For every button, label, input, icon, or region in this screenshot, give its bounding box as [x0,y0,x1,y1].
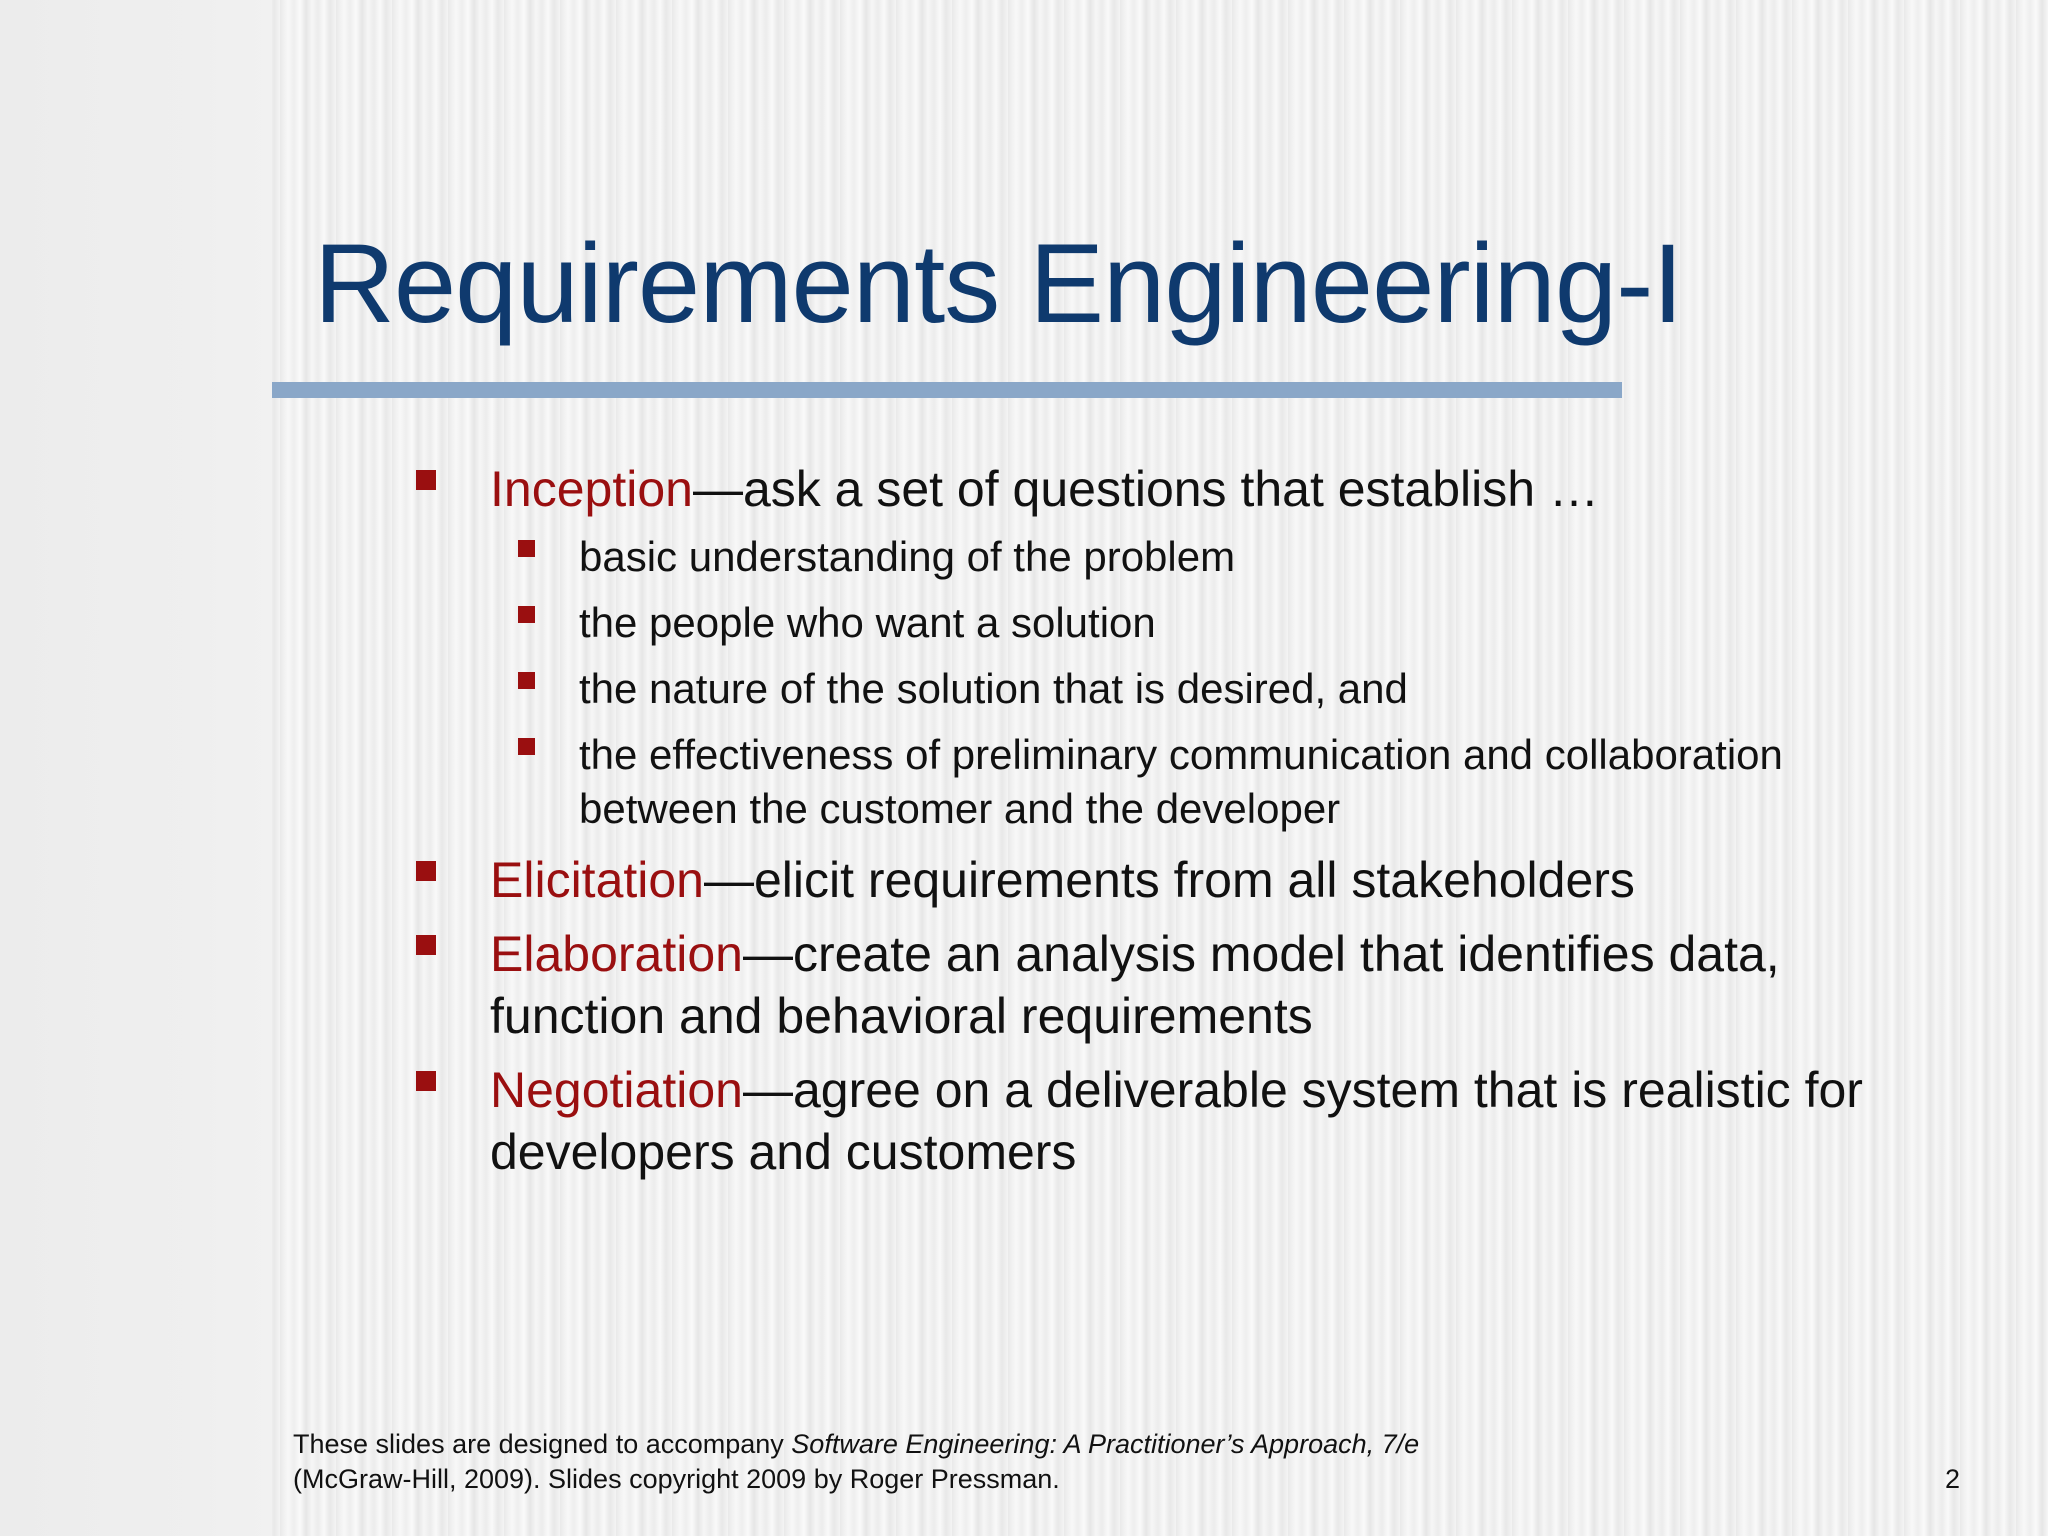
bullet-square-icon [416,470,436,490]
sub-bullet-item: the nature of the solution that is desired, and [579,665,1408,712]
sub-bullet-item-continuation: between the customer and the developer [579,785,1341,832]
bullet-square-icon [416,1071,436,1091]
sub-bullet-square-icon [518,540,535,557]
sub-bullet-item: basic understanding of the problem [579,533,1236,580]
bullet-elaboration-continuation: function and behavioral requirements [490,988,1313,1044]
term-negotiation: Negotiation [490,1062,743,1118]
bullet-negotiation [490,1059,1863,1121]
sub-bullet-square-icon [518,738,535,755]
slide-title: Requirements Engineering-I [314,221,1683,346]
bullet-negotiation-continuation: developers and customers [490,1124,1077,1180]
page-number: 2 [1944,1464,1960,1494]
footer-prefix: These slides are designed to accompany [293,1429,792,1459]
title-underline [272,382,1622,398]
bullet-elaboration-text: —create an analysis model that identifies data, [742,926,1780,982]
bullet-square-icon [416,935,436,955]
bullet-square-icon [416,861,436,881]
footer-book-title: Software Engineering: A Practitioner’s Approach, 7/e [791,1429,1420,1459]
term-elicitation: Elicitation [490,852,704,908]
term-elaboration: Elaboration [490,926,743,982]
bullet-inception-text: —ask a set of questions that establish … [692,461,1599,517]
footer-line-1 [293,1427,1419,1462]
bullet-elaboration [490,923,1780,985]
slide-left-band [0,0,272,1536]
term-inception: Inception [490,461,693,517]
bullet-elicitation [490,849,1635,911]
sub-bullet-square-icon [518,672,535,689]
sub-bullet-item: the effectiveness of preliminary communication and collaboration [579,731,1783,778]
bullet-inception [490,458,1599,520]
slide-footer [293,1427,1419,1497]
sub-bullet-square-icon [518,606,535,623]
footer-line-2: (McGraw-Hill, 2009). Slides copyright 2009 by Roger Pressman. [293,1464,1060,1494]
sub-bullet-item: the people who want a solution [579,599,1156,646]
bullet-elicitation-text: —elicit requirements from all stakeholders [704,852,1635,908]
bullet-negotiation-text: —agree on a deliverable system that is realistic for [742,1062,1863,1118]
